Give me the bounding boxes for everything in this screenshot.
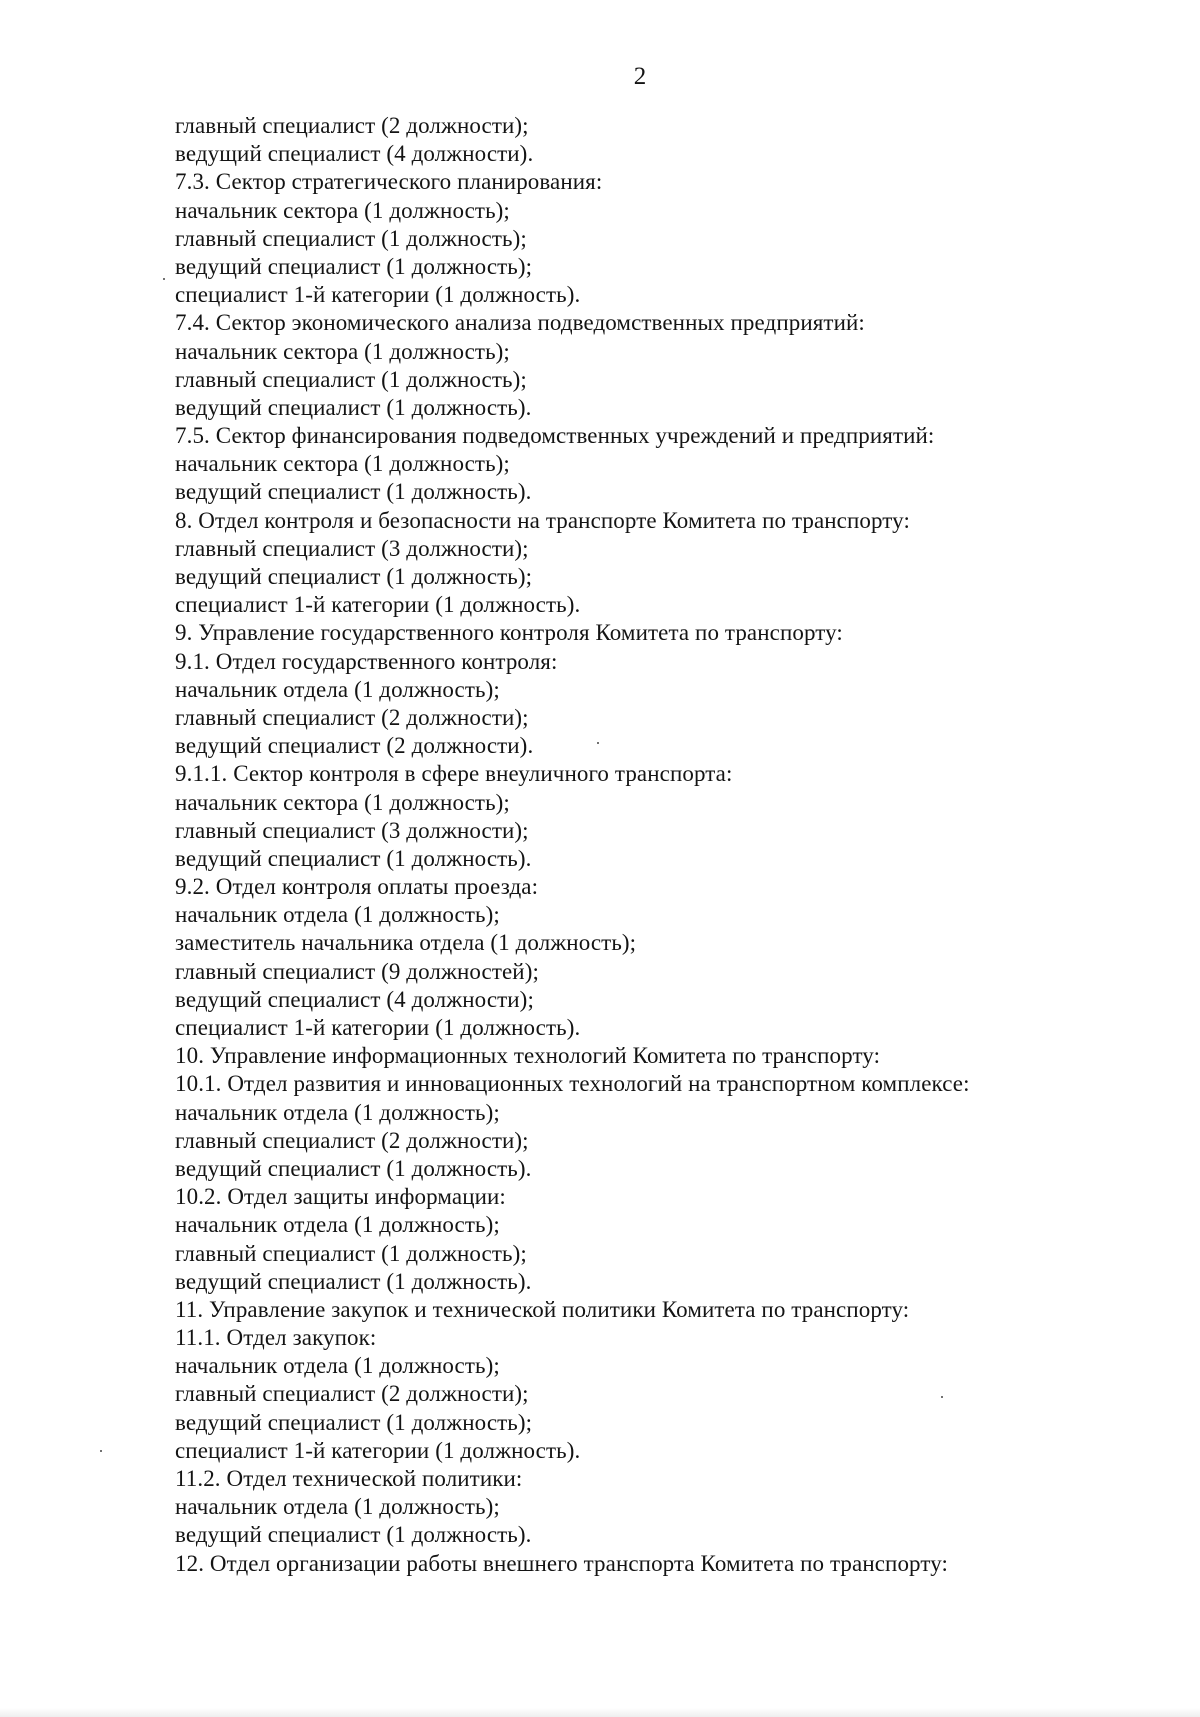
- text-line: специалист 1-й категории (1 должность).: [175, 1437, 581, 1463]
- text-line: главный специалист (2 должности);: [175, 113, 529, 138]
- section-heading: 8. Отдел контроля и безопасности на транспорте Комитета по транспорту:: [175, 507, 910, 533]
- text-line: ведущий специалист (1 должность);: [175, 1409, 533, 1435]
- section-heading: 11.1. Отдел закупок:: [175, 1325, 377, 1351]
- text-line: специалист 1-й категории (1 должность).: [175, 282, 581, 308]
- scan-bottom-edge: [0, 1708, 1200, 1717]
- text-line: ведущий специалист (1 должность);: [175, 253, 533, 279]
- text-line: главный специалист (1 должность);: [175, 1240, 527, 1266]
- text-line: специалист 1-й категории (1 должность).: [175, 1015, 581, 1040]
- text-line: ведущий специалист (4 должности);: [175, 986, 534, 1012]
- text-line: начальник отдела (1 должность);: [175, 1099, 500, 1125]
- text-line: ведущий специалист (1 должность).: [175, 845, 532, 871]
- text-line: главный специалист (9 должностей);: [175, 958, 539, 984]
- section-heading: 12. Отдел организации работы внешнего транспорта Комитета по транспорту:: [175, 1550, 948, 1576]
- text-line: начальник отдела (1 должность);: [175, 1494, 500, 1520]
- scan-speck: [941, 1396, 943, 1398]
- text-line: главный специалист (1 должность);: [175, 366, 527, 392]
- section-heading: 10.2. Отдел защиты информации:: [175, 1184, 506, 1210]
- section-heading: 9.1. Отдел государственного контроля:: [175, 648, 558, 674]
- text-line: главный специалист (2 должности);: [175, 704, 529, 730]
- section-heading: 9. Управление государственного контроля Комитета по транспорту:: [175, 620, 843, 646]
- text-line: начальник отдела (1 должность);: [175, 1353, 500, 1379]
- section-heading: 7.3. Сектор стратегического планирования:: [175, 169, 603, 195]
- text-line: ведущий специалист (2 должности).: [175, 733, 534, 759]
- text-line: главный специалист (3 должности);: [175, 817, 529, 843]
- text-line: главный специалист (2 должности);: [175, 1381, 529, 1407]
- scan-speck: [163, 278, 165, 280]
- text-line: начальник сектора (1 должность);: [175, 338, 510, 364]
- scan-speck: [597, 742, 599, 744]
- section-heading: 9.1.1. Сектор контроля в сфере внеуличного транспорта:: [175, 761, 733, 787]
- text-line: начальник сектора (1 должность);: [175, 451, 510, 477]
- text-line: начальник сектора (1 должность);: [175, 789, 510, 815]
- document-body: [175, 112, 1175, 1578]
- text-line: ведущий специалист (1 должность).: [175, 1155, 532, 1181]
- section-heading: 7.5. Сектор финансирования подведомственных учреждений и предприятий:: [175, 423, 935, 449]
- scan-speck: [100, 1450, 102, 1452]
- text-line: начальник отдела (1 должность);: [175, 676, 500, 702]
- text-line: ведущий специалист (1 должность);: [175, 564, 533, 589]
- page-number: 2: [633, 63, 647, 90]
- text-line: ведущий специалист (4 должности).: [175, 141, 534, 167]
- section-heading: 10.1. Отдел развития и инновационных технологий на транспортном комплексе:: [175, 1071, 970, 1097]
- section-heading: 10. Управление информационных технологий Комитета по транспорту:: [175, 1043, 881, 1069]
- section-heading: 9.2. Отдел контроля оплаты проезда:: [175, 874, 539, 900]
- text-line: главный специалист (2 должности);: [175, 1127, 529, 1153]
- section-heading: 11. Управление закупок и технической политики Комитета по транспорту:: [175, 1296, 910, 1322]
- text-line: начальник отдела (1 должность);: [175, 902, 500, 928]
- text-line: главный специалист (3 должности);: [175, 535, 529, 561]
- text-line: заместитель начальника отдела (1 должность);: [175, 930, 637, 956]
- text-line: главный специалист (1 должность);: [175, 225, 527, 251]
- section-heading: 7.4. Сектор экономического анализа подведомственных предприятий:: [175, 310, 865, 336]
- text-line: ведущий специалист (1 должность).: [175, 1268, 532, 1294]
- text-line: ведущий специалист (1 должность).: [175, 394, 532, 420]
- section-heading: 11.2. Отдел технической политики:: [175, 1466, 523, 1491]
- text-line: ведущий специалист (1 должность).: [175, 1522, 532, 1548]
- text-line: начальник сектора (1 должность);: [175, 197, 510, 223]
- text-line: начальник отдела (1 должность);: [175, 1212, 500, 1238]
- text-line: ведущий специалист (1 должность).: [175, 479, 532, 505]
- text-line: специалист 1-й категории (1 должность).: [175, 592, 581, 618]
